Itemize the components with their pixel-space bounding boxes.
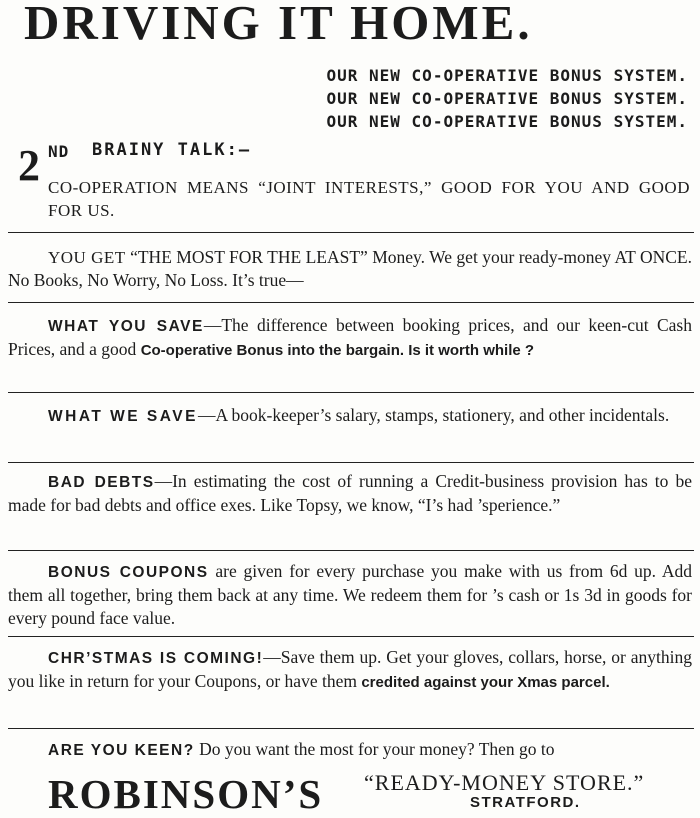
- section-lead: WHAT YOU SAVE: [48, 318, 204, 335]
- intro-paragraph: CO-OPERATION MEANS “JOINT INTERESTS,” GOOD FOR YOU AND GOOD FOR US.: [48, 178, 690, 220]
- section-you-get: [8, 246, 692, 292]
- section-tail: Co-operative Bonus into the bargain. Is it worth while ?: [140, 342, 535, 359]
- divider: [8, 550, 694, 551]
- section-lead: WHAT WE SAVE: [48, 408, 198, 425]
- section-lead: ARE YOU KEEN?: [48, 742, 195, 759]
- divider: [8, 728, 694, 729]
- section-christmas: [8, 646, 692, 694]
- talk-number: 2: [18, 141, 40, 190]
- divider: [8, 232, 694, 233]
- store-town: STRATFORD.: [470, 794, 581, 811]
- talk-label: BRAINY TALK:—: [92, 140, 252, 160]
- section-text: —A book-keeper’s salary, stamps, stationery, and other incidentals.: [197, 405, 670, 425]
- section-bonus-coupons: [8, 560, 692, 630]
- section-what-you-save: [8, 314, 692, 362]
- divider: [8, 302, 694, 303]
- section-lead: BONUS COUPONS: [48, 564, 209, 581]
- divider: [8, 462, 694, 463]
- section-text: —Save them up. Get your gloves, collars, horse, or anything you like in return for your Coupons, or have them: [8, 647, 692, 691]
- section-lead: BAD DEBTS: [48, 474, 155, 491]
- talk-number-suffix: ND: [48, 142, 70, 161]
- section-what-we-save: [8, 404, 692, 428]
- bonus-system-line: OUR NEW CO-OPERATIVE BONUS SYSTEM.: [326, 89, 688, 108]
- divider: [8, 636, 694, 637]
- store-name: ROBINSON’S: [48, 771, 324, 817]
- headline: DRIVING IT HOME.: [24, 0, 533, 50]
- section-lead: YOU GET: [48, 248, 126, 267]
- section-lead: CHR’STMAS IS COMING!: [48, 650, 264, 667]
- store-type: “READY-MONEY STORE.”: [364, 770, 645, 795]
- section-text: —The difference between booking prices, and our keen-cut Cash Prices, and a good: [8, 315, 692, 359]
- section-text: are given for every purchase you make with us from 6d up. Add them all together, bring them back at any time. We redeem them for ’s cash or 1s 3d in goods for every pound face value.: [8, 561, 692, 628]
- bonus-system-line: OUR NEW CO-OPERATIVE BONUS SYSTEM.: [326, 66, 688, 85]
- section-are-you-keen: [8, 738, 692, 762]
- section-bad-debts: [8, 470, 692, 517]
- divider: [8, 392, 694, 393]
- section-text: —In estimating the cost of running a Credit-business provision has to be made for bad debts and office exes. Like Topsy, we know, “I’s had ’sperience.”: [8, 471, 692, 515]
- section-text: Do you want the most for your money? Then go to: [199, 739, 555, 759]
- bonus-system-line: OUR NEW CO-OPERATIVE BONUS SYSTEM.: [326, 112, 688, 131]
- section-text: “THE MOST FOR THE LEAST” Money. We get your ready-money AT ONCE. No Books, No Worry, No Loss. It’s true—: [8, 247, 692, 290]
- section-tail: credited against your Xmas parcel.: [361, 674, 610, 691]
